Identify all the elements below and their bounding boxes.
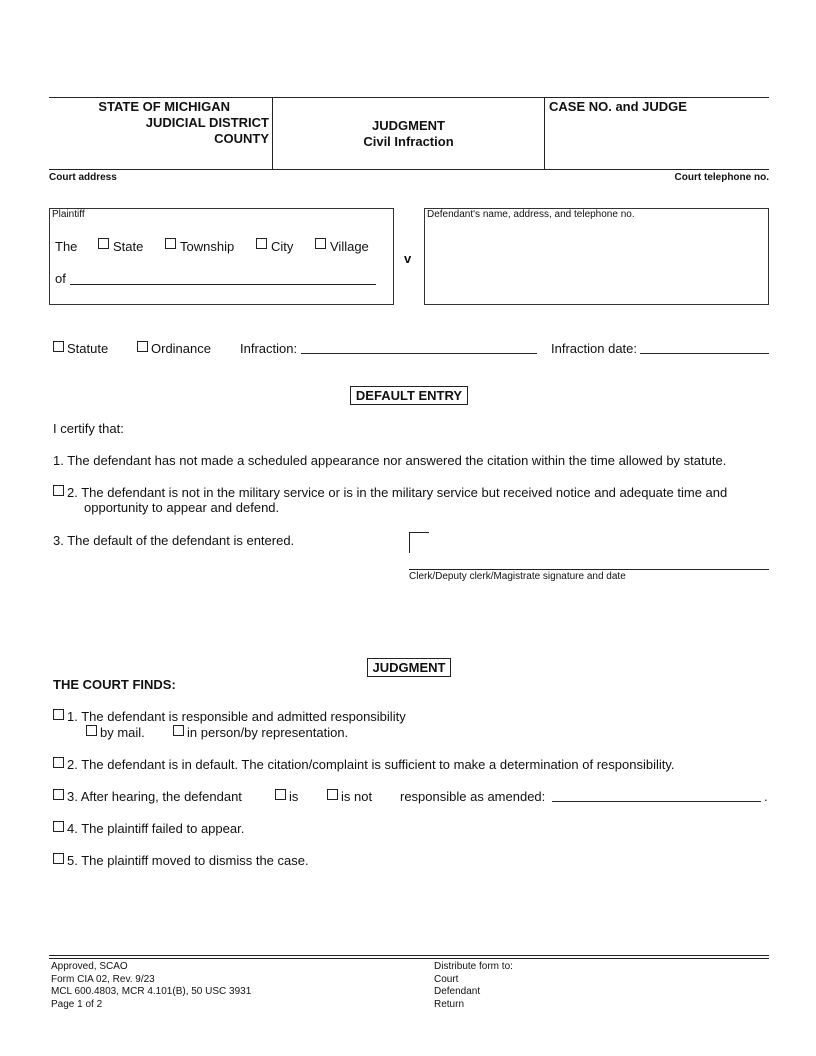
versus-label: v: [404, 251, 412, 266]
by-mail-label: by mail.: [100, 725, 145, 740]
distribute-return: Return: [434, 998, 465, 1010]
village-checkbox[interactable]: [315, 238, 326, 249]
finding-1-text: 1. The defendant is responsible and admitted responsibility: [67, 709, 406, 724]
finding-4-text: 4. The plaintiff failed to appear.: [67, 821, 245, 836]
footer-right: [434, 961, 513, 1011]
township-option-label: Township: [180, 239, 235, 254]
default-item-2-line1: 2. The defendant is not in the military service or is in the military service but received notice and adequate time and: [67, 485, 728, 500]
court-phone-label: Court telephone no.: [674, 172, 769, 183]
infraction-date-label: Infraction date:: [551, 341, 637, 356]
case-no-label: CASE NO. and JUDGE: [549, 99, 687, 114]
footer-rule-bottom: [49, 958, 769, 959]
default-item-2-line2: opportunity to appear and defend.: [84, 500, 280, 515]
plaintiff-of-field[interactable]: [70, 284, 376, 285]
city-option-label: City: [271, 239, 294, 254]
defendant-box[interactable]: [424, 208, 769, 305]
in-person-label: in person/by representation.: [187, 725, 349, 740]
state-label: STATE OF MICHIGAN: [98, 99, 230, 114]
distribute-label: Distribute form to:: [434, 961, 513, 972]
form-number-label: Form CIA 02, Rev. 9/23: [51, 973, 155, 985]
footer-rule-top: [49, 955, 769, 956]
ordinance-checkbox[interactable]: [137, 341, 148, 352]
clerk-signature-label: Clerk/Deputy clerk/Magistrate signature and date: [409, 571, 626, 582]
plaintiff-label: Plaintiff: [52, 209, 85, 220]
state-option-label: State: [113, 239, 144, 254]
defendant-label: Defendant's name, address, and telephone no.: [427, 209, 635, 220]
statute-label: Statute: [67, 341, 109, 356]
approved-label: Approved, SCAO: [51, 961, 128, 972]
is-label: is: [289, 789, 299, 804]
plaintiff-box: [49, 208, 394, 305]
court-header-block: [60, 99, 269, 147]
the-label: The: [55, 239, 78, 254]
military-checkbox[interactable]: [53, 485, 64, 496]
certify-text: I certify that:: [53, 421, 124, 436]
amended-field[interactable]: [552, 801, 761, 802]
form-title-block: [273, 118, 544, 150]
default-item-1: 1. The defendant has not made a scheduled appearance nor answered the citation within the time allowed by statute.: [53, 453, 727, 468]
infraction-label: Infraction:: [240, 341, 298, 356]
distribute-defendant: Defendant: [434, 986, 481, 997]
default-item-3: 3. The default of the defendant is entered.: [53, 533, 295, 548]
header-top-rule: [49, 97, 769, 98]
page-number-label: Page 1 of 2: [51, 998, 103, 1010]
finding-2-text: 2. The defendant is in default. The citation/complaint is sufficient to make a determination of responsibility.: [67, 757, 675, 772]
village-option-label: Village: [330, 239, 369, 254]
judgment-heading: JUDGMENT: [367, 658, 451, 677]
state-checkbox[interactable]: [98, 238, 109, 249]
infraction-field[interactable]: [301, 353, 537, 354]
finding-2-checkbox[interactable]: [53, 757, 64, 768]
footer-left: [51, 961, 251, 1011]
city-checkbox[interactable]: [256, 238, 267, 249]
infraction-date-field[interactable]: [640, 353, 769, 354]
finding-5-text: 5. The plaintiff moved to dismiss the case.: [67, 853, 309, 868]
by-mail-checkbox[interactable]: [86, 725, 97, 736]
amended-label: responsible as amended:: [400, 789, 546, 804]
in-person-checkbox[interactable]: [173, 725, 184, 736]
is-checkbox[interactable]: [275, 789, 286, 800]
signature-corner-mark: [409, 532, 429, 553]
county-label: COUNTY: [214, 131, 269, 146]
clerk-signature-field[interactable]: [409, 569, 769, 570]
finding-4-checkbox[interactable]: [53, 821, 64, 832]
of-label: of: [55, 271, 66, 286]
township-checkbox[interactable]: [165, 238, 176, 249]
finding-3-checkbox[interactable]: [53, 789, 64, 800]
form-title: JUDGMENT: [372, 118, 445, 133]
distribute-court: Court: [434, 973, 459, 985]
is-not-checkbox[interactable]: [327, 789, 338, 800]
finding-3-text: 3. After hearing, the defendant: [67, 789, 242, 804]
amended-period: .: [764, 789, 768, 804]
default-entry-heading: DEFAULT ENTRY: [350, 386, 468, 405]
court-address-label: Court address: [49, 172, 117, 183]
header-bottom-rule: [49, 169, 769, 170]
header-divider-right: [544, 97, 545, 169]
statute-checkbox[interactable]: [53, 341, 64, 352]
finding-1-checkbox[interactable]: [53, 709, 64, 720]
district-label: JUDICIAL DISTRICT: [145, 115, 269, 130]
finding-5-checkbox[interactable]: [53, 853, 64, 864]
mcl-label: MCL 600.4803, MCR 4.101(B), 50 USC 3931: [51, 986, 252, 997]
form-subtitle: Civil Infraction: [363, 134, 454, 149]
ordinance-label: Ordinance: [151, 341, 211, 356]
is-not-label: is not: [341, 789, 373, 804]
court-finds-label: THE COURT FINDS:: [53, 677, 176, 692]
